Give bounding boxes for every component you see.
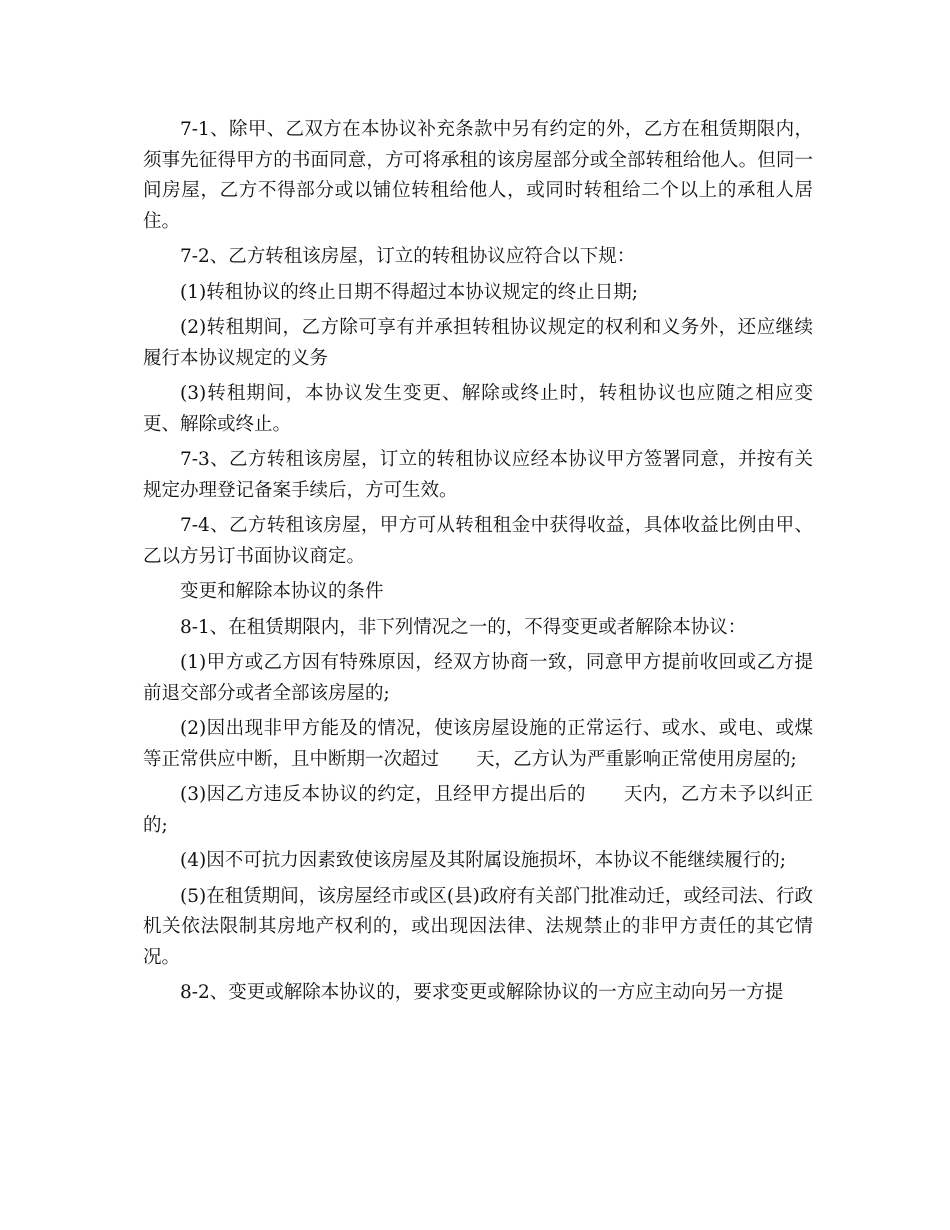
paragraph-8-1-item-1: (1)甲方或乙方因有特殊原因，经双方协商一致，同意甲方提前收回或乙方提前退交部分或者全部该房屋的;	[143, 652, 813, 704]
paragraph-7-1: 7-1、除甲、乙双方在本协议补充条款中另有约定的外，乙方在租赁期限内，须事先征得甲方的书面同意，方可将承租的该房屋部分或全部转租给他人。但同一间房屋，乙方不得部分或以铺位转租给他人，或同时转租给二个以上的承租人居住。	[143, 119, 813, 232]
paragraph-7-2-item-1: (1)转租协议的终止日期不得超过本协议规定的终止日期;	[180, 281, 638, 303]
document-body	[143, 115, 813, 1014]
paragraph-7-3: 7-3、乙方转租该房屋，订立的转租协议应经本协议甲方签署同意，并按有关规定办理登记备案手续后，方可生效。	[143, 449, 813, 501]
paragraph-8-1-item-2: (2)因出现非甲方能及的情况，使该房屋设施的正常运行、或水、或电、或煤等正常供应中断，且中断期一次超过 天，乙方认为严重影响正常使用房屋的;	[143, 718, 813, 770]
section-heading-change-termination: 变更和解除本协议的条件	[180, 581, 384, 602]
paragraph-8-1: 8-1、在租赁期限内，非下列情况之一的，不得变更或者解除本协议：	[180, 616, 747, 638]
paragraph-7-2-item-2: (2)转租期间，乙方除可享有并承担转租协议规定的权利和义务外，还应继续履行本协议规定的义务	[143, 317, 813, 369]
paragraph-8-1-item-5: (5)在租赁期间，该房屋经市或区(县)政府有关部门批准动迁，或经司法、行政机关依法限制其房地产权利的，或出现因法律、法规禁止的非甲方责任的其它情况。	[143, 885, 813, 968]
paragraph-8-1-item-3: (3)因乙方违反本协议的约定，且经甲方提出后的 天内，乙方未予以纠正的;	[143, 784, 813, 836]
paragraph-7-2-item-3: (3)转租期间，本协议发生变更、解除或终止时，转租协议也应随之相应变更、解除或终止。	[143, 383, 813, 435]
paragraph-7-2: 7-2、乙方转租该房屋，订立的转租协议应符合以下规：	[180, 246, 636, 267]
paragraph-7-4: 7-4、乙方转租该房屋，甲方可从转租租金中获得收益，具体收益比例由甲、乙以方另订书面协议商定。	[143, 515, 813, 567]
paragraph-8-2: 8-2、变更或解除本协议的，要求变更或解除协议的一方应主动向另一方提	[180, 982, 784, 1003]
paragraph-8-1-item-4: (4)因不可抗力因素致使该房屋及其附属设施损坏，本协议不能继续履行的;	[180, 850, 786, 871]
